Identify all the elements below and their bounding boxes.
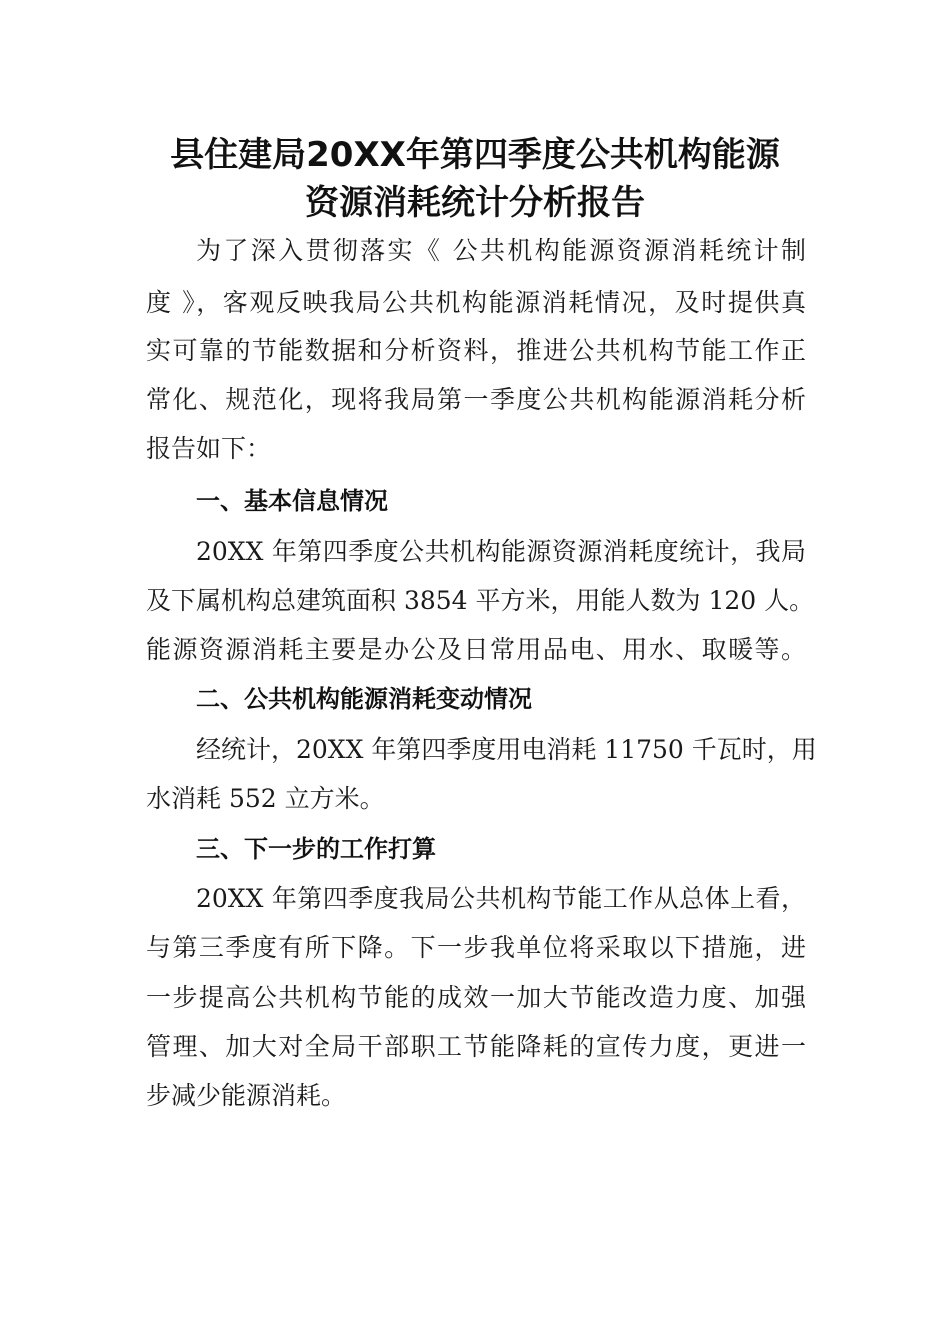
intro-line-5: 报告如下： bbox=[146, 434, 272, 463]
section-2-line-2: 水消耗 552 立方米。 bbox=[146, 784, 385, 813]
title-line-2: 资源消耗统计分析报告 bbox=[305, 183, 645, 223]
section-3-line-3: 一步提高公共机构节能的成效一加大节能改造力度、加强 bbox=[146, 983, 806, 1012]
intro-line-2: 度 》，客观反映我局公共机构能源消耗情况，及时提供真 bbox=[146, 288, 806, 317]
section-3-line-2: 与第三季度有所下降。下一步我单位将采取以下措施，进 bbox=[146, 933, 806, 962]
intro-line-3: 实可靠的节能数据和分析资料，推进公共机构节能工作正 bbox=[146, 336, 806, 365]
section-2-heading: 二、公共机构能源消耗变动情况 bbox=[196, 685, 532, 713]
section-3-line-1: 20XX 年第四季度我局公共机构节能工作从总体上看， bbox=[196, 884, 806, 913]
intro-line-4: 常化、规范化，现将我局第一季度公共机构能源消耗分析 bbox=[146, 385, 806, 414]
title-line-1: 县住建局20XX年第四季度公共机构能源 bbox=[170, 135, 780, 175]
section-1-heading: 一、基本信息情况 bbox=[196, 487, 388, 515]
section-3-line-4: 管理、加大对全局干部职工节能降耗的宣传力度，更进一 bbox=[146, 1032, 806, 1061]
intro-line-1: 为了深入贯彻落实《 公共机构能源资源消耗统计制 bbox=[196, 236, 806, 265]
section-1-line-2: 及下属机构总建筑面积 3854 平方米，用能人数为 120 人。 bbox=[146, 586, 815, 615]
section-1-line-3: 能源资源消耗主要是办公及日常用品电、用水、取暖等。 bbox=[146, 635, 806, 664]
section-3-heading: 三、下一步的工作打算 bbox=[196, 835, 436, 863]
section-3-line-5: 步减少能源消耗。 bbox=[146, 1081, 347, 1110]
section-2-line-1: 经统计，20XX 年第四季度用电消耗 11750 千瓦时，用 bbox=[196, 735, 817, 764]
section-1-line-1: 20XX 年第四季度公共机构能源资源消耗度统计，我局 bbox=[196, 537, 806, 566]
